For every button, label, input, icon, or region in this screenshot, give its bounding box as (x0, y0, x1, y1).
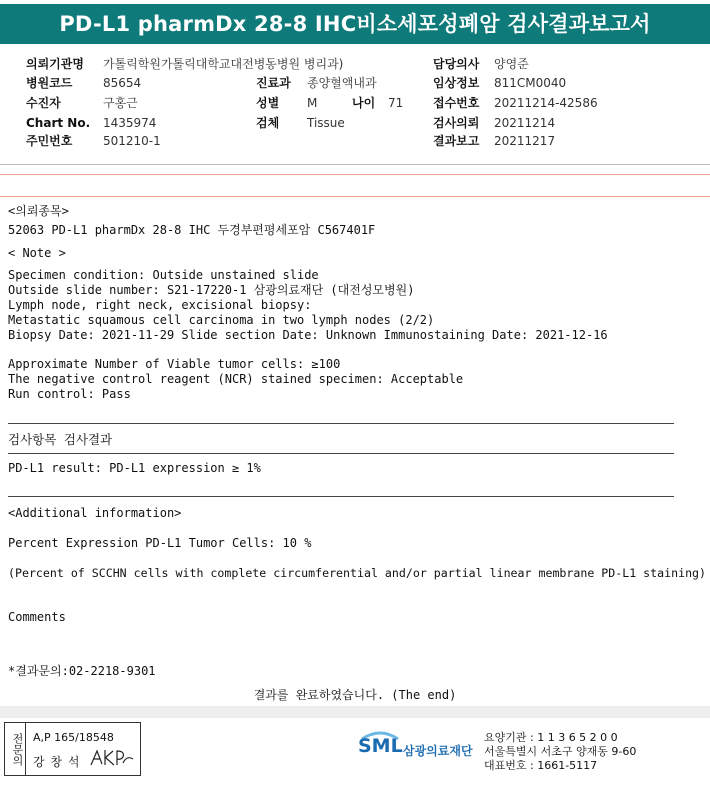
table-rule-bottom (8, 496, 674, 497)
viable-cells: Approximate Number of Viable tumor cells: ≥100 (8, 357, 341, 371)
header-department-value: 종양혈액내과 (307, 76, 377, 90)
header-physician: 담당의사 (433, 57, 480, 71)
header-accession: 접수번호 (433, 96, 480, 110)
run-control: Run control: Pass (8, 387, 131, 401)
sml-logo-mark: SML (358, 735, 403, 757)
stamp-side-label: 전문의 (5, 723, 26, 775)
report-title: PD-L1 pharmDx 28-8 IHC비소세포성폐암 검사결과보고서 (0, 4, 710, 44)
header-sex: 성별 (256, 96, 280, 110)
header-accession-value: 20211214-42586 (494, 96, 598, 110)
percent-expression: Percent Expression PD-L1 Tumor Cells: 10 % (8, 536, 312, 550)
header-clinical-info: 임상정보 (433, 76, 480, 90)
header-resident-no: 주민번호 (26, 134, 73, 148)
header-report-date: 결과보고 (433, 134, 480, 148)
header-divider (0, 164, 710, 165)
pathologist-stamp (4, 722, 141, 776)
license-number: A,P 165/18548 (33, 731, 114, 744)
doctor-name: 강 창 석 (33, 755, 81, 769)
header-age: 나이 (352, 96, 376, 110)
footer-address: 서울특별시 서초구 양재동 9-60 (484, 745, 637, 758)
header-chart-no-value: 1435974 (103, 116, 157, 130)
percent-note: (Percent of SCCHN cells with complete circumferential and/or partial linear membrane PD-L1 staining) (8, 566, 707, 580)
footer-band (0, 706, 710, 718)
orange-rule-bottom (0, 196, 710, 197)
pdl1-result: PD-L1 result: PD-L1 expression ≥ 1% (8, 461, 261, 475)
header-specimen-value: Tissue (307, 116, 345, 130)
table-rule-mid (8, 453, 674, 454)
header-patient: 수진자 (26, 96, 61, 110)
header-report-date-value: 20211217 (494, 134, 556, 148)
footer-phone: 대표번호 : 1661-5117 (484, 759, 598, 772)
end-line: 결과를 완료하였습니다. (The end) (253, 688, 457, 702)
metastatic: Metastatic squamous cell carcinoma in two lymph nodes (2/2) (8, 313, 435, 327)
orange-rule-top (0, 174, 710, 175)
header-institution-value: 가톨릭학원가톨릭대학교대전병동병원 병리과) (103, 57, 344, 71)
header-request-date: 검사의뢰 (433, 116, 480, 130)
additional-info: <Additional information> (8, 506, 182, 520)
table-rule-top (8, 423, 674, 424)
comments: Comments (8, 610, 66, 624)
specimen-condition: Specimen condition: Outside unstained slide (8, 268, 319, 282)
ncr-line: The negative control reagent (NCR) stained specimen: Acceptable (8, 372, 464, 386)
request-line: 52063 PD-L1 pharmDx 28-8 IHC 두경부편평세포암 C567401F (8, 223, 376, 237)
header-hospital-code: 병원코드 (26, 76, 73, 90)
inquiry-phone: *결과문의:02-2218-9301 (8, 664, 156, 678)
lymph-node: Lymph node, right neck, excisional biopsy: (8, 298, 312, 312)
signature-icon (89, 745, 135, 771)
header-patient-value: 구홍근 (103, 96, 138, 110)
header-institution: 의뢰기관명 (26, 57, 84, 71)
header-sex-value: M (307, 96, 318, 110)
footer-institution-code: 요양기관 : 1 1 3 6 5 2 0 0 (484, 731, 618, 744)
header-age-value: 71 (388, 96, 404, 110)
outside-slide: Outside slide number: S21-17220-1 삼광의료재단 (대전성모병원) (8, 283, 415, 297)
header-chart-no: Chart No. (26, 116, 91, 130)
header-request-date-value: 20211214 (494, 116, 556, 130)
header-specimen: 검체 (256, 116, 280, 130)
header-clinical-info-value: 811CM0040 (494, 76, 567, 90)
sml-logo-name: 삼광의료재단 (403, 744, 473, 758)
header-resident-no-value: 501210-1 (103, 134, 161, 148)
request-header: <의뢰종목> (8, 204, 69, 218)
header-physician-value: 양영준 (494, 57, 529, 71)
header-hospital-code-value: 85654 (103, 76, 142, 90)
header-department: 진료과 (256, 76, 291, 90)
note-header: < Note > (8, 246, 66, 260)
dates-line: Biopsy Date: 2021-11-29 Slide section Date: Unknown Immunostaining Date: 2021-12-16 (8, 328, 608, 342)
table-header: 검사항목 검사결과 (8, 432, 113, 447)
